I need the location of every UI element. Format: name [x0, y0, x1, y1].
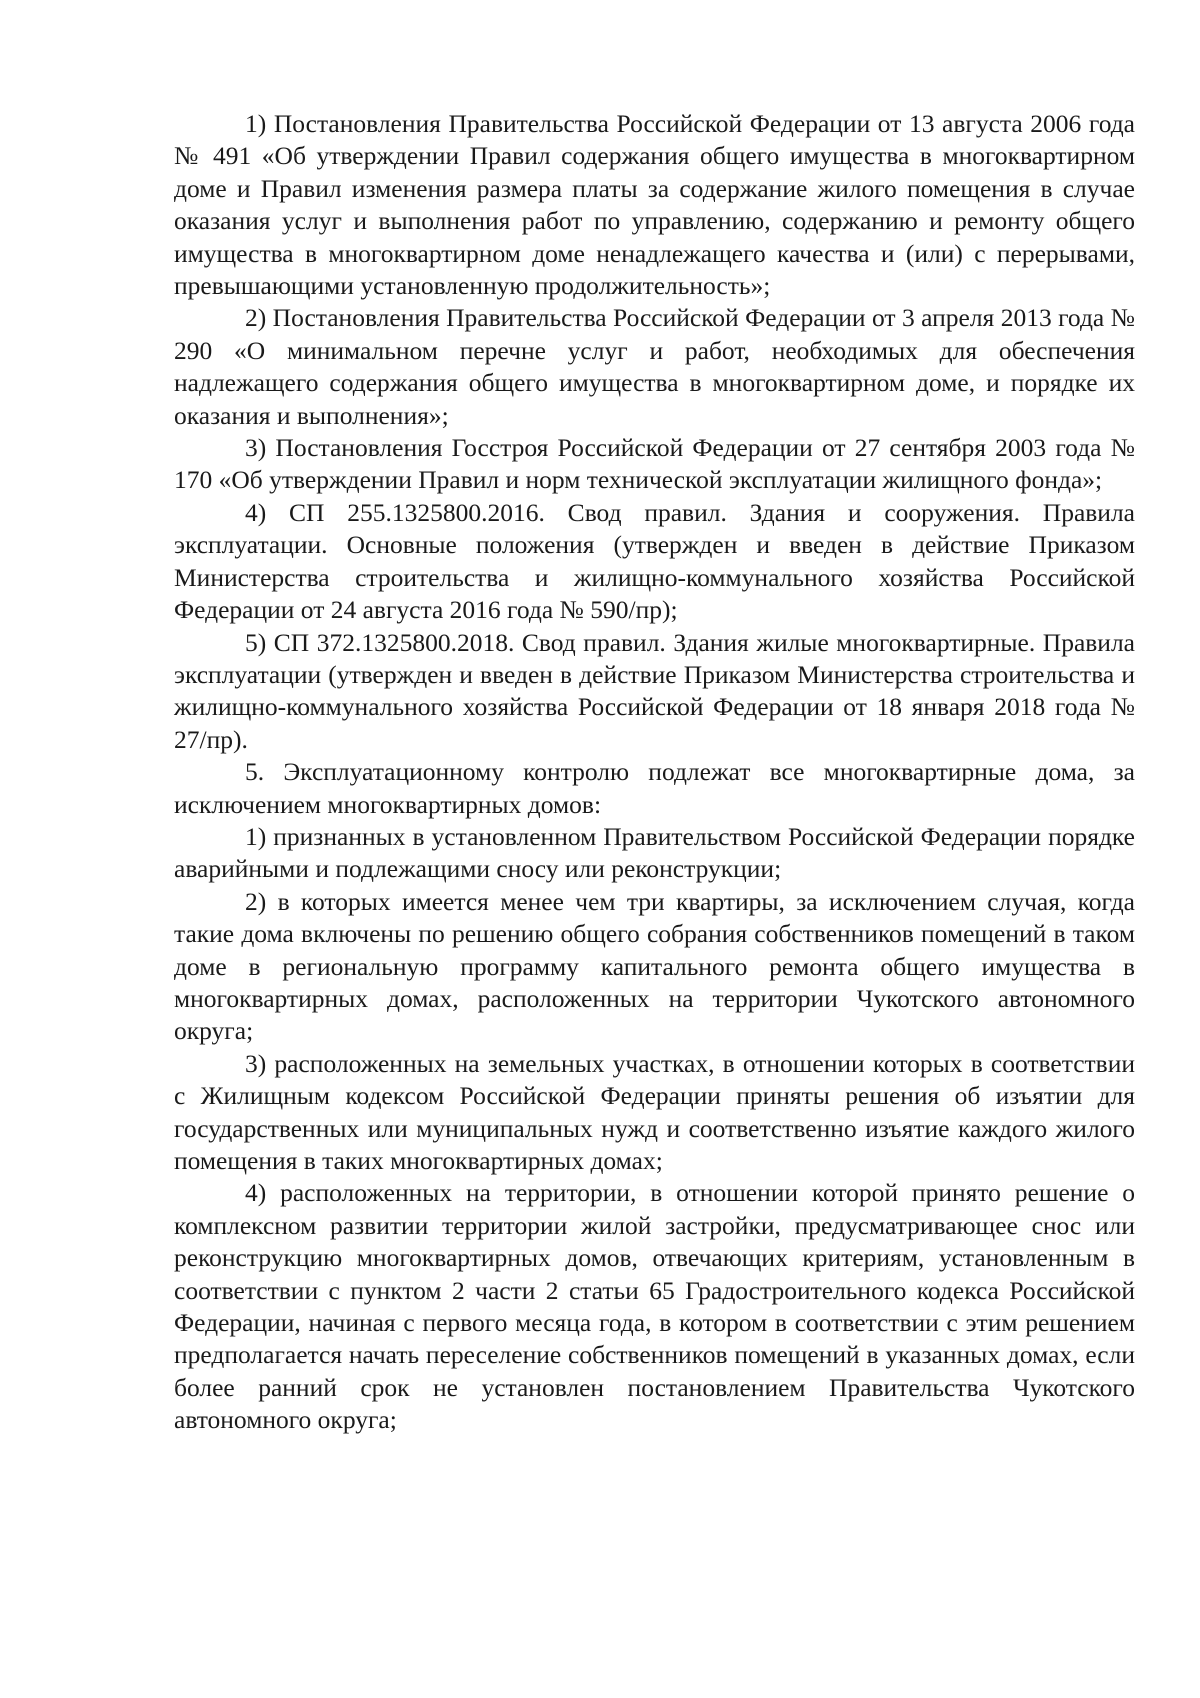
paragraph-item-5-sp-372: 5) СП 372.1325800.2018. Свод правил. Здания жилые многоквартирные. Правила эксплуатации (утвержден и введен в действие Приказом Министерства строительства и жилищно-коммунального хозяйства Российской Федерации от 18 января 2018 года № 27/пр). — [174, 627, 1135, 754]
paragraph-item-1-resolution-491: 1) Постановления Правительства Российской Федерации от 13 августа 2006 года № 491 «Об утверждении Правил содержания общего имущества в многоквартирном доме и Правил изменения размера платы за содержание жилого помещения в случае оказания услуг и выполнения работ по управлению, содержанию и ремонту общего имущества в многоквартирном доме ненадлежащего качества и (или) с перерывами, превышающими установленную продолжительность»; — [174, 109, 1135, 301]
paragraph-item-2-resolution-290: 2) Постановления Правительства Российской Федерации от 3 апреля 2013 года № 290 «О минимальном перечне услуг и работ, необходимых для обеспечения надлежащего содержания общего имущества в многоквартирном доме, и порядке их оказания и выполнения»; — [174, 303, 1135, 430]
paragraph-item-4-sp-255: 4) СП 255.1325800.2016. Свод правил. Здания и сооружения. Правила эксплуатации. Основные положения (утвержден и введен в действие Приказом Министерства строительства и жилищно-коммунального хозяйства Российской Федерации от 24 августа 2016 года № 590/пр); — [174, 497, 1135, 625]
paragraph-exclusion-2: 2) в которых имеется менее чем три квартиры, за исключением случая, когда такие дома включены по решению общего собрания собственников помещений в таком доме в региональную программу капитального ремонта общего имущества в многоквартирных домах, расположенных на территории Чукотского автономного округа; — [174, 886, 1135, 1046]
paragraph-exclusion-1: 1) признанных в установленном Правительством Российской Федерации порядке аварийными и подлежащими сносу или реконструкции; — [174, 821, 1135, 884]
document-page — [174, 108, 1135, 1437]
paragraph-exclusion-3: 3) расположенных на земельных участках, в отношении которых в соответствии с Жилищным кодексом Российской Федерации приняты решения об изъятии для государственных или муниципальных нужд и соответственно изъятие каждого жилого помещения в таких многоквартирных домах; — [174, 1048, 1135, 1175]
paragraph-item-3-gosstroy-170: 3) Постановления Госстроя Российской Федерации от 27 сентября 2003 года № 170 «Об утверждении Правил и норм технической эксплуатации жилищного фонда»; — [174, 433, 1135, 495]
paragraph-exclusion-4: 4) расположенных на территории, в отношении которой принято решение о комплексном развитии территории жилой застройки, предусматривающее снос или реконструкцию многоквартирных домов, отвечающих критериям, установленным в соответствии с пунктом 2 части 2 статьи 65 Градостроительного кодекса Российской Федерации, начиная с первого месяца года, в котором в соответствии с этим решением предполагается начать переселение собственников помещений в указанных домах, если более ранний срок не установлен постановлением Правительства Чукотского автономного округа; — [174, 1178, 1135, 1435]
paragraph-section-5-scope: 5. Эксплуатационному контролю подлежат все многоквартирные дома, за исключением многоквартирных домов: — [174, 757, 1135, 819]
